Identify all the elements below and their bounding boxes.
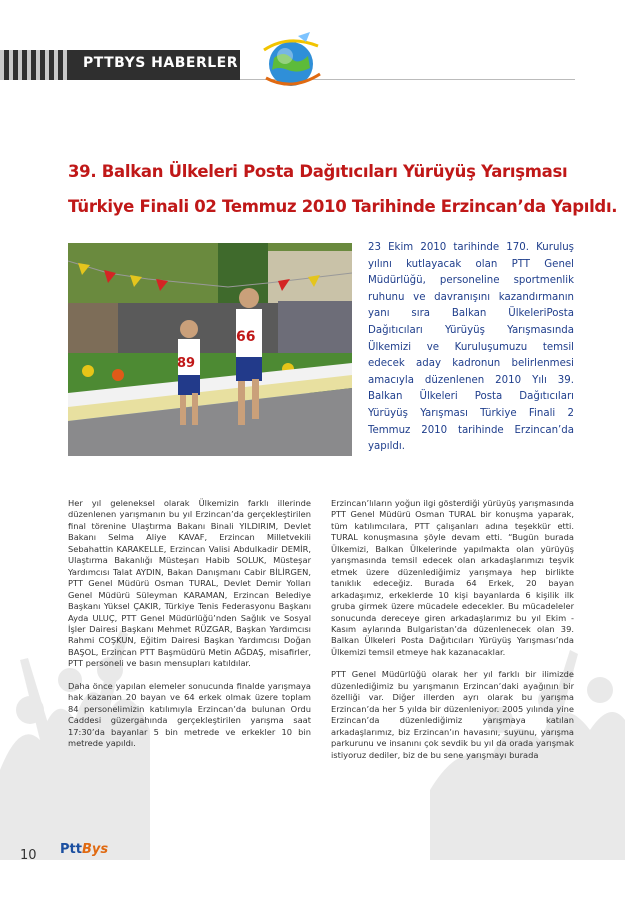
bib-number-left: 89 bbox=[177, 356, 196, 371]
page-number: 10 bbox=[20, 848, 37, 863]
body-column-right bbox=[331, 498, 574, 772]
logo-bys-text: Bys bbox=[81, 842, 109, 857]
header-stripes bbox=[0, 50, 70, 80]
bib-number-right: 66 bbox=[236, 329, 256, 345]
logo-ptt-text: Ptt bbox=[60, 842, 82, 857]
body-paragraph: Erzincan’lıların yoğun ilgi gösterdiği yürüyüş yarışmasında PTT Genel Müdürü Osman TURAL bir konuşma yaparak, tüm katılımcılara, PTT çalışanları adına teşekkür etti. TURAL konuşmasına şöyle devam etti. “Bugün burada Ülkemizi, Balkan Ülkelerinde yapılmakta olan yürüyüş yarışmasında temsil edecek olan arkadaşlarımızı teşvik etmek üzere düzenlediğimiz yarışmaya hep birlikte tanıklık edeceğiz. Burada 64 Erkek, 20 bayan arkadaşımız, erkeklerde 10 kişi bayanlarda 6 kişilik ilk gruba girmek üzere mücadele edecekler. Bu mücadeleler sonucunda dereceye giren arkadaşlarımız bu yıl Ekim - Kasım aylarında Bulgaristan’da düzenlenecek olan 39. Balkan Ülkeleri Posta Dağıtıcıları Yürüyüş Yarışması’nda Ülkemizi temsil etmeye hak kazanacaklar. bbox=[331, 498, 574, 657]
race-photo bbox=[68, 243, 352, 456]
headline-line-2: Türkiye Finali 02 Temmuz 2010 Tarihinde Erzincan’da Yapıldı. bbox=[68, 197, 618, 216]
body-column-left bbox=[68, 498, 311, 761]
pttbys-logo bbox=[60, 842, 108, 857]
headline-line-1: 39. Balkan Ülkeleri Posta Dağıtıcıları Yürüyüş Yarışması bbox=[68, 162, 568, 181]
lead-paragraph: 23 Ekim 2010 tarihinde 170. Kuruluş yılını kutlayacak olan PTT Genel Müdürlüğü, personeline sportmenlik ruhunu ve davranışını kazandırmanın yanı sıra Balkan ÜlkeleriPosta Dağıtıcıları Yürüyüş Yarışmasında Ülkemizi ve Kuruluşumuzu temsil edecek aday kadronun belirlenmesi amacıyla düzenlenen 2010 Yılı 39. Balkan Ülkeleri Posta Dağıtıcıları Yürüyüş Yarışması Türkiye Finali 2 Temmuz 2010 tarihinde Erzincan’da yapıldı. bbox=[368, 242, 574, 453]
body-paragraph: PTT Genel Müdürlüğü olarak her yıl farklı bir ilimizde düzenlediğimiz bu yarışmanın Erzincan’daki ayağının bir özelliği var. Diğer illerden ayrı olarak bu yarışma Erzincan’da her 5 yılda bir düzenleniyor. 2005 yılında yine Erzincan’da düzenlediğimiz yarışmaya katılan arkadaşlarımız, biz Erzincan’ın havasını, suyunu, yarışma parkurunu ve insanını çok sevdik bu yıl da orada yarışmak istiyoruz dediler, biz de bu sene yarışmayı burada bbox=[331, 669, 574, 760]
body-paragraph: Her yıl geleneksel olarak Ülkemizin farklı illerinde düzenlenen yarışmanın bu yıl Erzincan’da gerçekleştirilen final törenine Ulaştırma Bakanı Binali YILDIRIM, Devlet Bakanı Selma Aliye KAVAF, Erzincan Milletvekili Sebahattin KARAKELLE, Erzincan Valisi Abdulkadir DEMİR, Ulaştırma Bakanlığı Müsteşarı Habib SOLUK, Müsteşar Yardımcısı Talat AYDIN, Bakan Danışmanı Cabir BİLİRGEN, PTT Genel Müdürü Osman TURAL, Devlet Demir Yolları Genel Müdürü Süleyman KARAMAN, Erzincan Belediye Başkanı Yüksel ÇAKIR, Türkiye Tenis Federasyonu Başkanı Ayda ULUÇ, PTT Genel Müdürlüğü’nden Sağlık ve Sosyal İşler Dairesi Başkanı Mehmet RÜZGAR, Başkan Yardımcısı Rahmi COŞKUN, Eğitim Dairesi Başkan Yardımcısı Doğan BAŞOL, Erzincan PTT Başmüdürü Metin AĞDAŞ, misafirler, PTT personeli ve basın mensupları katıldılar. bbox=[68, 498, 311, 669]
body-paragraph: Daha önce yapılan elemeler sonucunda finalde yarışmaya hak kazanan 20 bayan ve 64 erkek olmak üzere toplam 84 personelimizin katılımıyla Erzincan’da bulunan Ordu Caddesi güzergahında gerçekleştirilen yarışma saat 17:30’da bayanlar 5 bin metrede ve erkekler 10 bin metrede yapıldı. bbox=[68, 680, 311, 749]
section-title: PTTBYS HABERLER bbox=[83, 55, 239, 71]
globe-logo-icon bbox=[258, 28, 324, 94]
